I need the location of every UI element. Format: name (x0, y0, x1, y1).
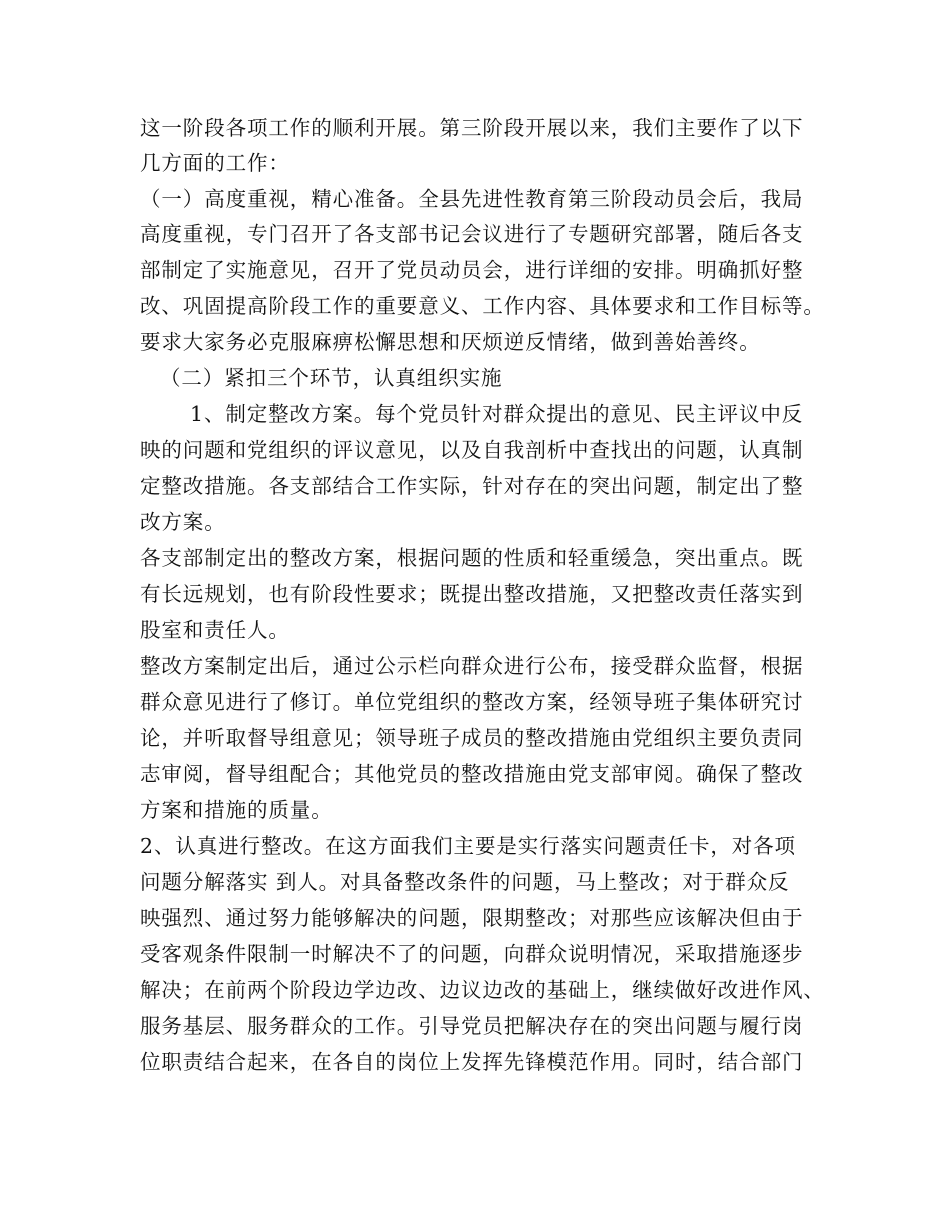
text-line: 几方面的工作： (140, 151, 290, 175)
text-line: 解决；在前两个阶段边学边改、边议边改的基础上，继续做好改进作风、 (140, 978, 825, 1002)
section-heading: （二）紧扣三个环节，认真组织实施 (160, 366, 503, 390)
text-line: 改方案。 (140, 510, 226, 534)
text-line: 群众意见进行了修订。单位党组织的整改方案，经领导班子集体研究讨 (140, 690, 804, 714)
section-heading: （一）高度重视，精心准备。全县先进性教育第三阶段动员会后，我局 (140, 187, 804, 211)
text-line: 问题分解落实 到人。对具备整改条件的问题，马上整改；对于群众反 (140, 870, 790, 894)
text-line: 2、认真进行整改。在这方面我们主要是实行落实问题责任卡，对各项 (140, 834, 796, 858)
text-line: 受客观条件限制一时解决不了的问题，向群众说明情况，采取措施逐步 (140, 942, 804, 966)
text-line: 高度重视，专门召开了各支部书记会议进行了专题研究部署，随后各支 (140, 222, 804, 246)
text-line: 论，并听取督导组意见；领导班子成员的整改措施由党组织主要负责同 (140, 726, 804, 750)
text-line: 各支部制定出的整改方案，根据问题的性质和轻重缓急，突出重点。既 (140, 546, 804, 570)
text-line: 定整改措施。各支部结合工作实际，针对存在的突出问题，制定出了整 (140, 474, 804, 498)
text-line: 位职责结合起来，在各自的岗位上发挥先锋模范作用。同时，结合部门 (140, 1050, 804, 1074)
text-line: 1、制定整改方案。每个党员针对群众提出的意见、民主评议中反 (190, 402, 804, 426)
text-line: 映强烈、通过努力能够解决的问题，限期整改；对那些应该解决但由于 (140, 906, 804, 930)
text-line: 改、巩固提高阶段工作的重要意义、工作内容、具体要求和工作目标等。 (140, 294, 825, 318)
text-line: 映的问题和党组织的评议意见，以及自我剖析中查找出的问题，认真制 (140, 438, 804, 462)
text-line: 整改方案制定出后，通过公示栏向群众进行公布，接受群众监督，根据 (140, 654, 804, 678)
text-line: 部制定了实施意见，召开了党员动员会，进行详细的安排。明确抓好整 (140, 258, 804, 282)
text-line: 服务基层、服务群众的工作。引导党员把解决存在的突出问题与履行岗 (140, 1014, 804, 1038)
text-line: 方案和措施的质量。 (140, 798, 333, 822)
text-line: 要求大家务必克服麻痹松懈思想和厌烦逆反情绪，做到善始善终。 (140, 330, 761, 354)
text-line: 志审阅，督导组配合；其他党员的整改措施由党支部审阅。确保了整改 (140, 762, 804, 786)
text-line: 股室和责任人。 (140, 618, 290, 642)
text-line: 这一阶段各项工作的顺利开展。第三阶段开展以来，我们主要作了以下 (140, 116, 804, 140)
text-line: 有长远规划，也有阶段性要求；既提出整改措施，又把整改责任落实到 (140, 582, 804, 606)
